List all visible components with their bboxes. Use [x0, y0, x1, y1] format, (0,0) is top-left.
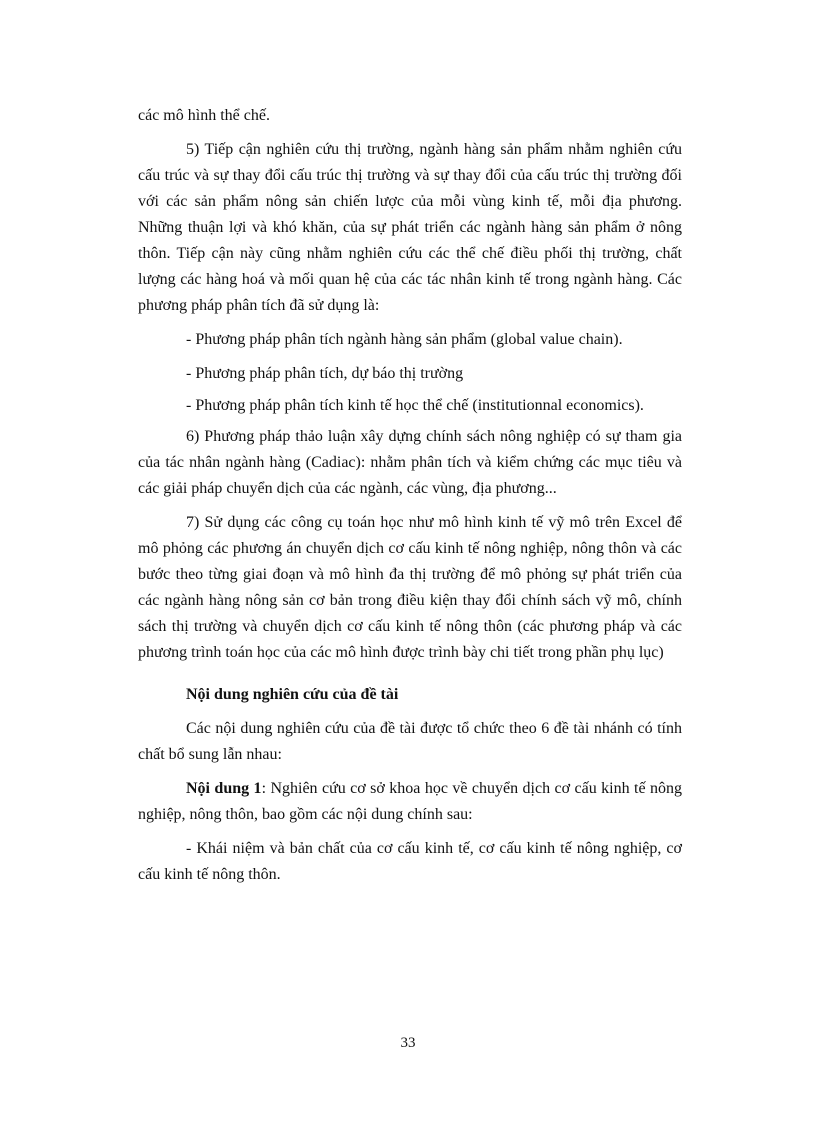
list-item-method-institutional: - Phương pháp phân tích kinh tế học thể chế (institutionnal economics). — [186, 397, 644, 414]
paragraph-research-intro: Các nội dung nghiên cứu của đề tài được tổ chức theo 6 đề tài nhánh có tính chất bổ sung lẫn nhau: — [138, 720, 682, 763]
paragraph-approach-5: 5) Tiếp cận nghiên cứu thị trường, ngành hàng sản phẩm nhằm nghiên cứu cấu trúc và sự thay đổi cấu trúc thị trường và sự thay đổi của cấu trúc thị trường đối với các sản phẩm nông sản chiến lược của mỗi vùng kinh tế, mỗi địa phương. Những thuận lợi và khó khăn, của sự phát triển các ngành hàng sản phẩm ở nông thôn. Tiếp cận này cũng nhằm nghiên cứu các thể chế điều phối thị trường, chất lượng các hàng hoá và mối quan hệ của các tác nhân kinh tế trong ngành hàng. Các phương pháp phân tích đã sử dụng là: — [138, 141, 682, 314]
paragraph-approach-7: 7) Sử dụng các công cụ toán học như mô hình kinh tế vỹ mô trên Excel để mô phỏng các phương án chuyển dịch cơ cấu kinh tế nông nghiệp, nông thôn và các bước theo từng giai đoạn và mô hình đa thị trường để mô phỏng sự phát triển của các ngành hàng nông sản cơ bản trong điều kiện thay đổi chính sách vỹ mô, chính sách thị trường và chuyển dịch cơ cấu kinh tế nông thôn (các phương pháp và các phương trình toán học của các mô hình được trình bày chi tiết trong phần phụ lục) — [138, 514, 682, 661]
content-1-label: Nội dung 1 — [186, 780, 262, 797]
section-heading-research-content: Nội dung nghiên cứu của đề tài — [186, 686, 399, 703]
document-body — [138, 103, 682, 896]
list-item-method-market-forecast: - Phương pháp phân tích, dự báo thị trường — [186, 365, 464, 382]
paragraph-approach-6: 6) Phương pháp thảo luận xây dựng chính sách nông nghiệp có sự tham gia của tác nhân ngành hàng (Cadiac): nhằm phân tích và kiểm chứng các mục tiêu và các giải pháp chuyển dịch của các ngành, các vùng, địa phương... — [138, 428, 682, 497]
list-item-concept: - Khái niệm và bản chất của cơ cấu kinh tế, cơ cấu kinh tế nông nghiệp, cơ cấu kinh tế nông thôn. — [138, 840, 682, 883]
paragraph-content-1 — [138, 776, 682, 828]
page-number: 33 — [400, 1035, 416, 1051]
list-item-method-value-chain: - Phương pháp phân tích ngành hàng sản phẩm (global value chain). — [186, 331, 623, 348]
content-1-text: : Nghiên cứu cơ sở khoa học về chuyển dịch cơ cấu kinh tế nông nghiệp, nông thôn, bao gồm các nội dung chính sau: — [138, 780, 682, 823]
paragraph-continuation: các mô hình thể chế. — [138, 107, 270, 124]
